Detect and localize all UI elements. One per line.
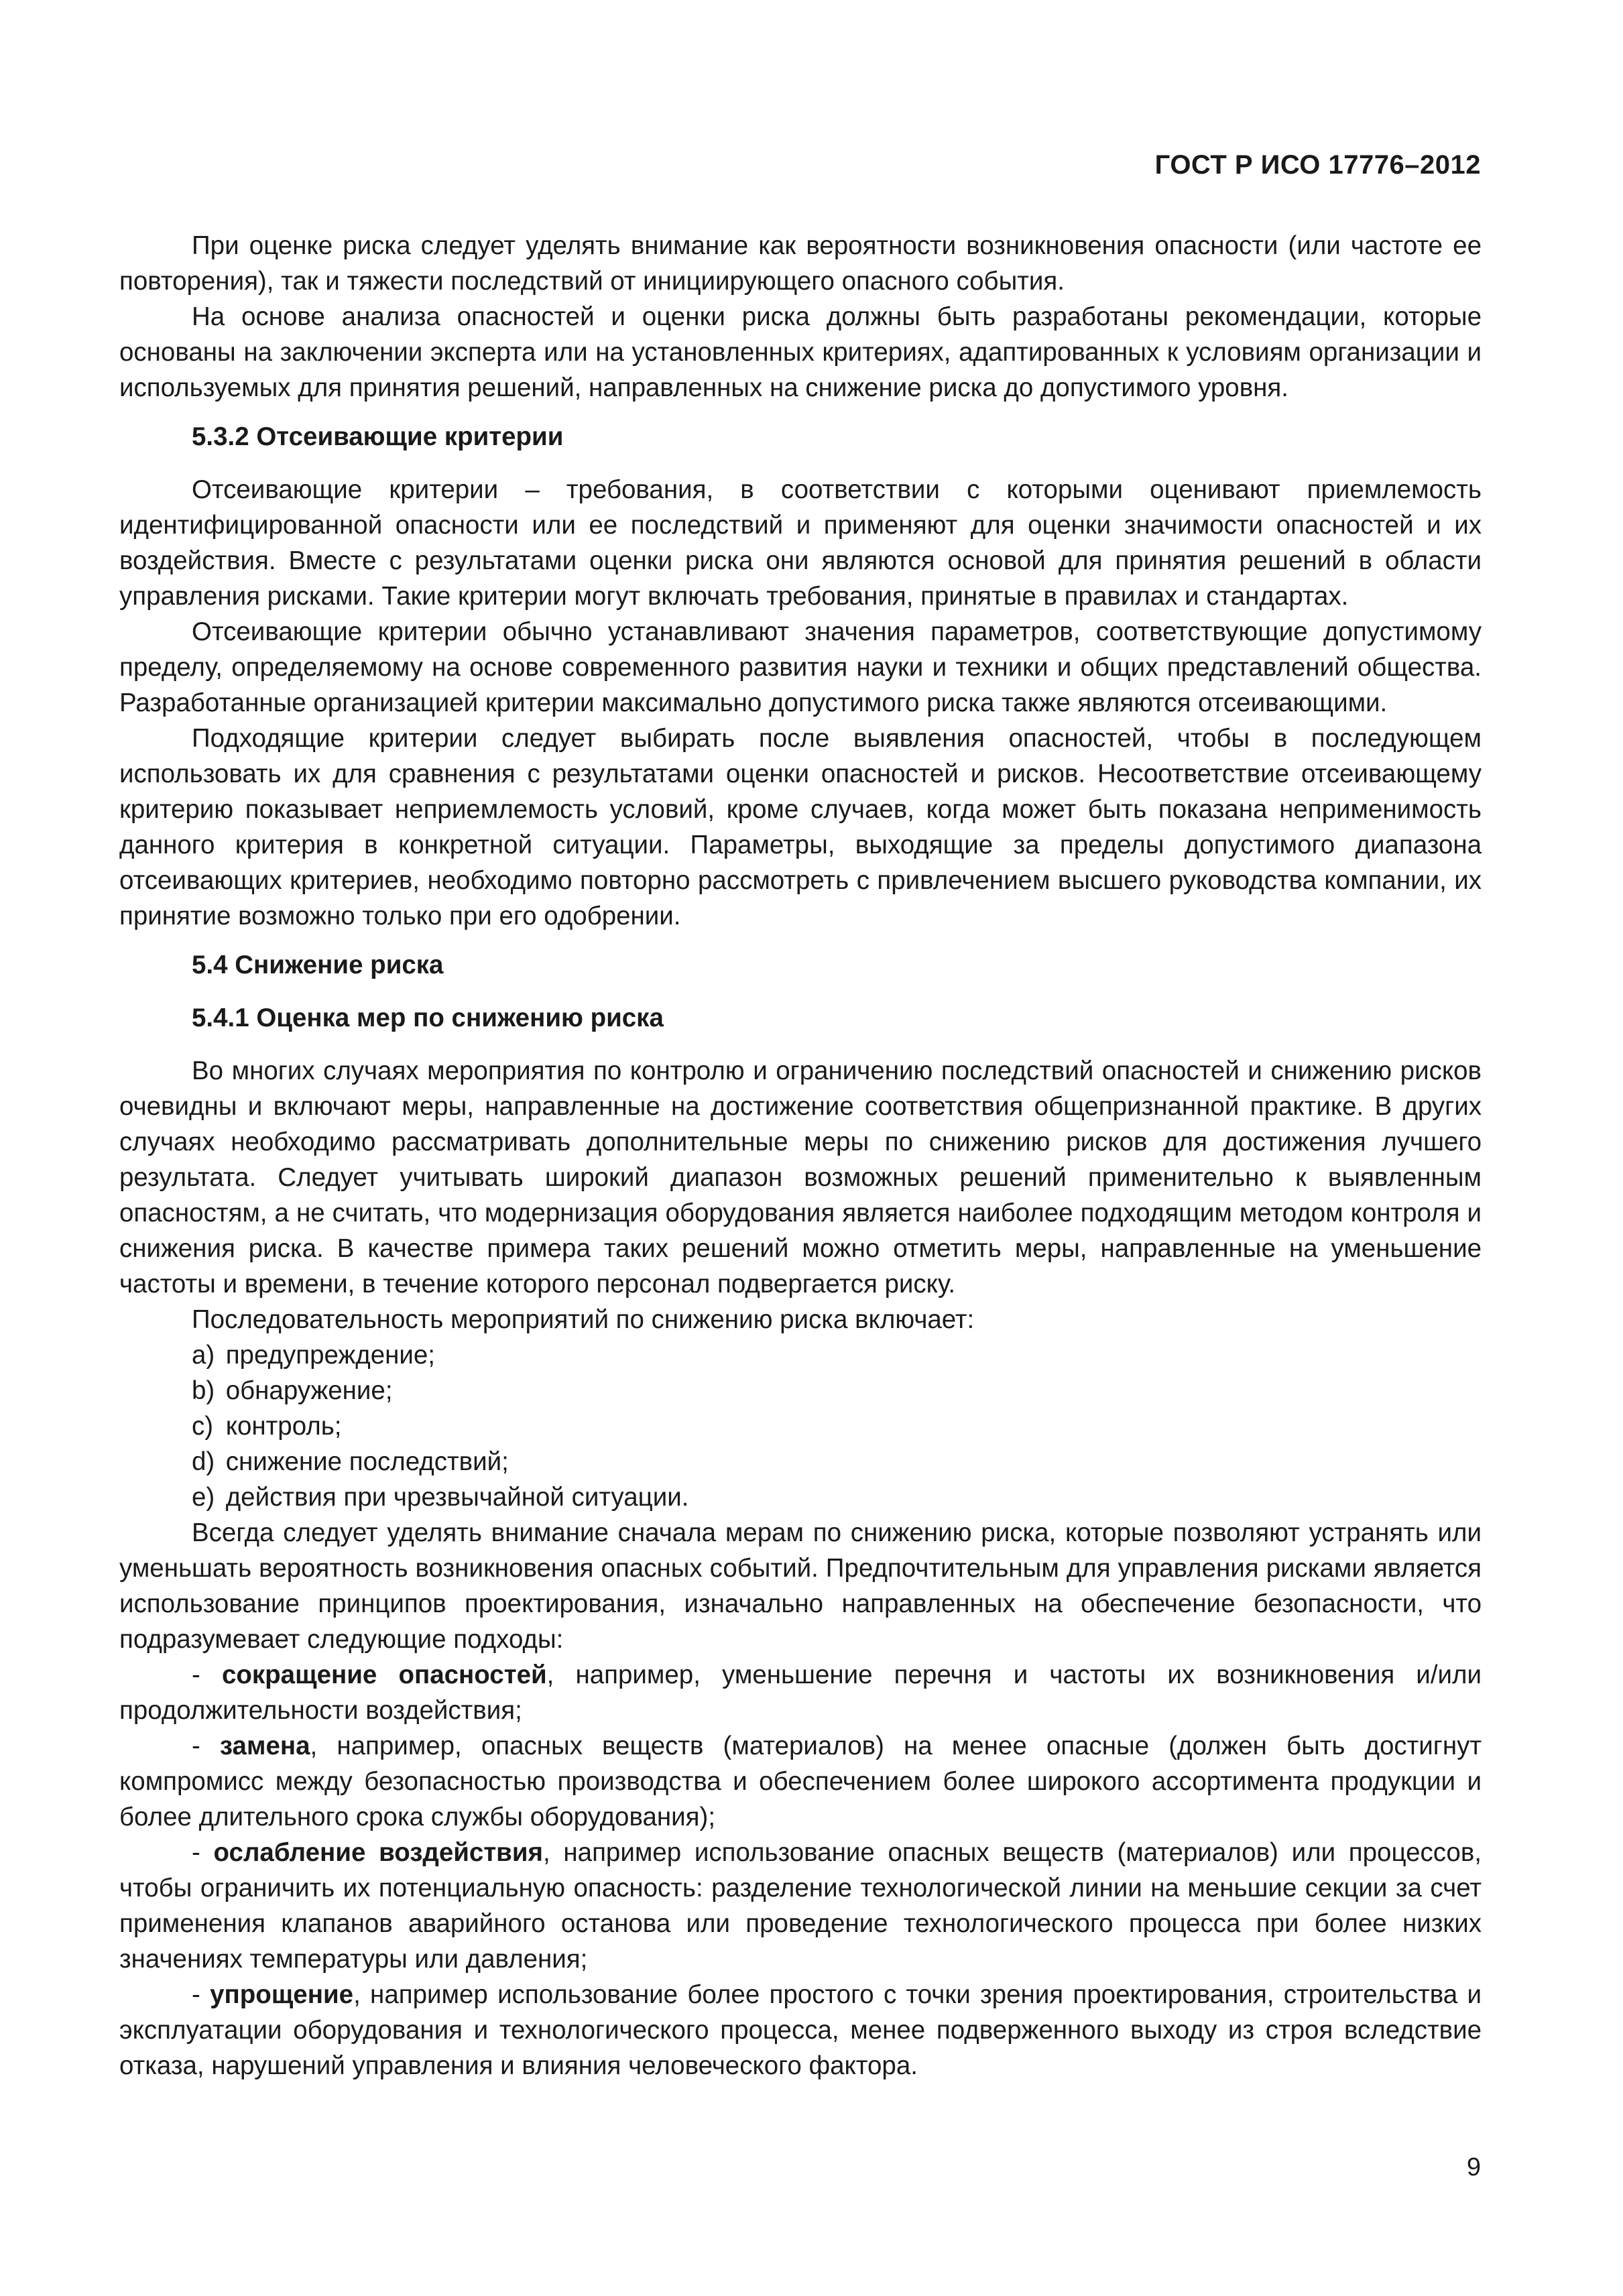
list-item-text: контроль; xyxy=(225,1412,342,1441)
list-item xyxy=(119,1444,1482,1479)
approach-item xyxy=(119,1835,1482,1977)
approach-item xyxy=(119,1728,1482,1835)
paragraph: На основе анализа опасностей и оценки риска должны быть разработаны рекомендации, которые основаны на заключении эксперта или на установленных критериях, адаптированных к условиям организации и используемых для принятия решений, направленных на снижение риска до допустимого уровня. xyxy=(119,302,1482,402)
paragraph: Подходящие критерии следует выбирать после выявления опасностей, чтобы в последующем использовать их для сравнения с результатами оценки опасностей и рисков. Несоответствие отсеивающему критерию показывает неприемлемость условий, кроме случаев, когда может быть показана неприменимость данного критерия в конкретной ситуации. Параметры, выходящие за пределы допустимого диапазона отсеивающих критериев, необходимо повторно рассмотреть с привлечением высшего руководства компании, их принятие возможно только при его одобрении. xyxy=(119,724,1482,930)
approach-text: , например, опасных веществ (материалов) на менее опасные (должен быть достигнут компромисс между безопасностью производства и обеспечением более широкого ассортимента продукции и более длительного срока службы оборудования); xyxy=(119,1732,1482,1831)
dash: - xyxy=(192,1660,222,1689)
section-heading-5-4: 5.4 Снижение риска xyxy=(192,951,444,979)
approach-term: замена xyxy=(219,1732,310,1760)
approach-term: упрощение xyxy=(210,1980,354,2009)
list-marker: a) xyxy=(192,1341,215,1370)
paragraph: Отсеивающие критерии – требования, в соответствии с которыми оценивают приемлемость идентифицированной опасности или ее последствий и применяют для оценки значимости опасностей и их воздействия. Вместе с результатами оценки риска они являются основой для принятия решений в области управления рисками. Такие критерии могут включать требования, принятые в правилах и стандартах. xyxy=(119,475,1482,611)
paragraph: Во многих случаях мероприятия по контролю и ограничению последствий опасностей и снижению рисков очевидны и включают меры, направленные на достижение соответствия общепризнанной практике. В других случаях необходимо рассматривать дополнительные меры по снижению рисков для достижения лучшего результата. Следует учитывать широкий диапазон возможных решений применительно к выявленным опасностям, а не считать, что модернизация оборудования является наиболее подходящим методом контроля и снижения риска. В качестве примера таких решений можно отметить меры, направленные на уменьшение частоты и времени, в течение которого персонал подвергается риску. xyxy=(119,1056,1482,1298)
list-item xyxy=(119,1479,1482,1515)
approach-term: ослабление воздействия xyxy=(213,1838,543,1867)
list-item-text: предупреждение; xyxy=(225,1341,435,1370)
approach-item xyxy=(119,1657,1482,1728)
list-marker: d) xyxy=(192,1447,215,1476)
paragraph: При оценке риска следует уделять внимание как вероятности возникновения опасности (или частоте ее повторения), так и тяжести последствий от инициирующего опасного события. xyxy=(119,231,1482,296)
dash: - xyxy=(192,1838,214,1867)
list-item-text: обнаружение; xyxy=(225,1376,393,1405)
document-code-header: ГОСТ Р ИСО 17776–2012 xyxy=(1154,150,1481,180)
section-heading-5-3-2: 5.3.2 Отсеивающие критерии xyxy=(192,422,564,451)
list-marker: b) xyxy=(192,1376,215,1405)
approach-term: сокращение опасностей xyxy=(221,1660,547,1689)
page-content xyxy=(119,228,1482,2083)
list-marker: e) xyxy=(192,1483,215,1512)
list-item-text: снижение последствий; xyxy=(225,1447,509,1476)
list-item-text: действия при чрезвычайной ситуации. xyxy=(225,1483,689,1512)
approach-item xyxy=(119,1977,1482,2083)
paragraph: Отсеивающие критерии обычно устанавливают значения параметров, соответствующие допустимому пределу, определяемому на основе современного развития науки и техники и общих представлений общества. Разработанные организацией критерии максимально допустимого риска также являются отсеивающими. xyxy=(119,617,1482,717)
paragraph: Всегда следует уделять внимание сначала мерам по снижению риска, которые позволяют устранять или уменьшать вероятность возникновения опасных событий. Предпочтительным для управления рисками является использование принципов проектирования, изначально направленных на обеспечение безопасности, что подразумевает следующие подходы: xyxy=(119,1518,1482,1654)
page-number: 9 xyxy=(1466,2153,1481,2181)
list-marker: c) xyxy=(192,1412,214,1441)
dash: - xyxy=(192,1980,211,2009)
approach-text: , например использование более простого с точки зрения проектирования, строительства и эксплуатации оборудования и технологического процесса, менее подверженного выходу из строя вследствие отказа, нарушений управления и влияния человеческого фактора. xyxy=(119,1980,1482,2080)
approach-text: , например использование опасных веществ (материалов) или процессов, чтобы ограничить их потенциальную опасность: разделение технологической линии на меньшие секции за счет применения клапанов аварийного останова или проведение технологического процесса при более низких значениях температуры или давления; xyxy=(119,1838,1482,1974)
paragraph: Последовательность мероприятий по снижению риска включает: xyxy=(192,1305,975,1334)
section-heading-5-4-1: 5.4.1 Оценка мер по снижению риска xyxy=(192,1004,664,1032)
list-item xyxy=(119,1337,1482,1373)
dash: - xyxy=(192,1732,220,1760)
list-item xyxy=(119,1373,1482,1408)
list-item xyxy=(119,1408,1482,1444)
approach-text: , например, уменьшение перечня и частоты их возникновения и/или продолжительности воздействия; xyxy=(119,1660,1482,1725)
